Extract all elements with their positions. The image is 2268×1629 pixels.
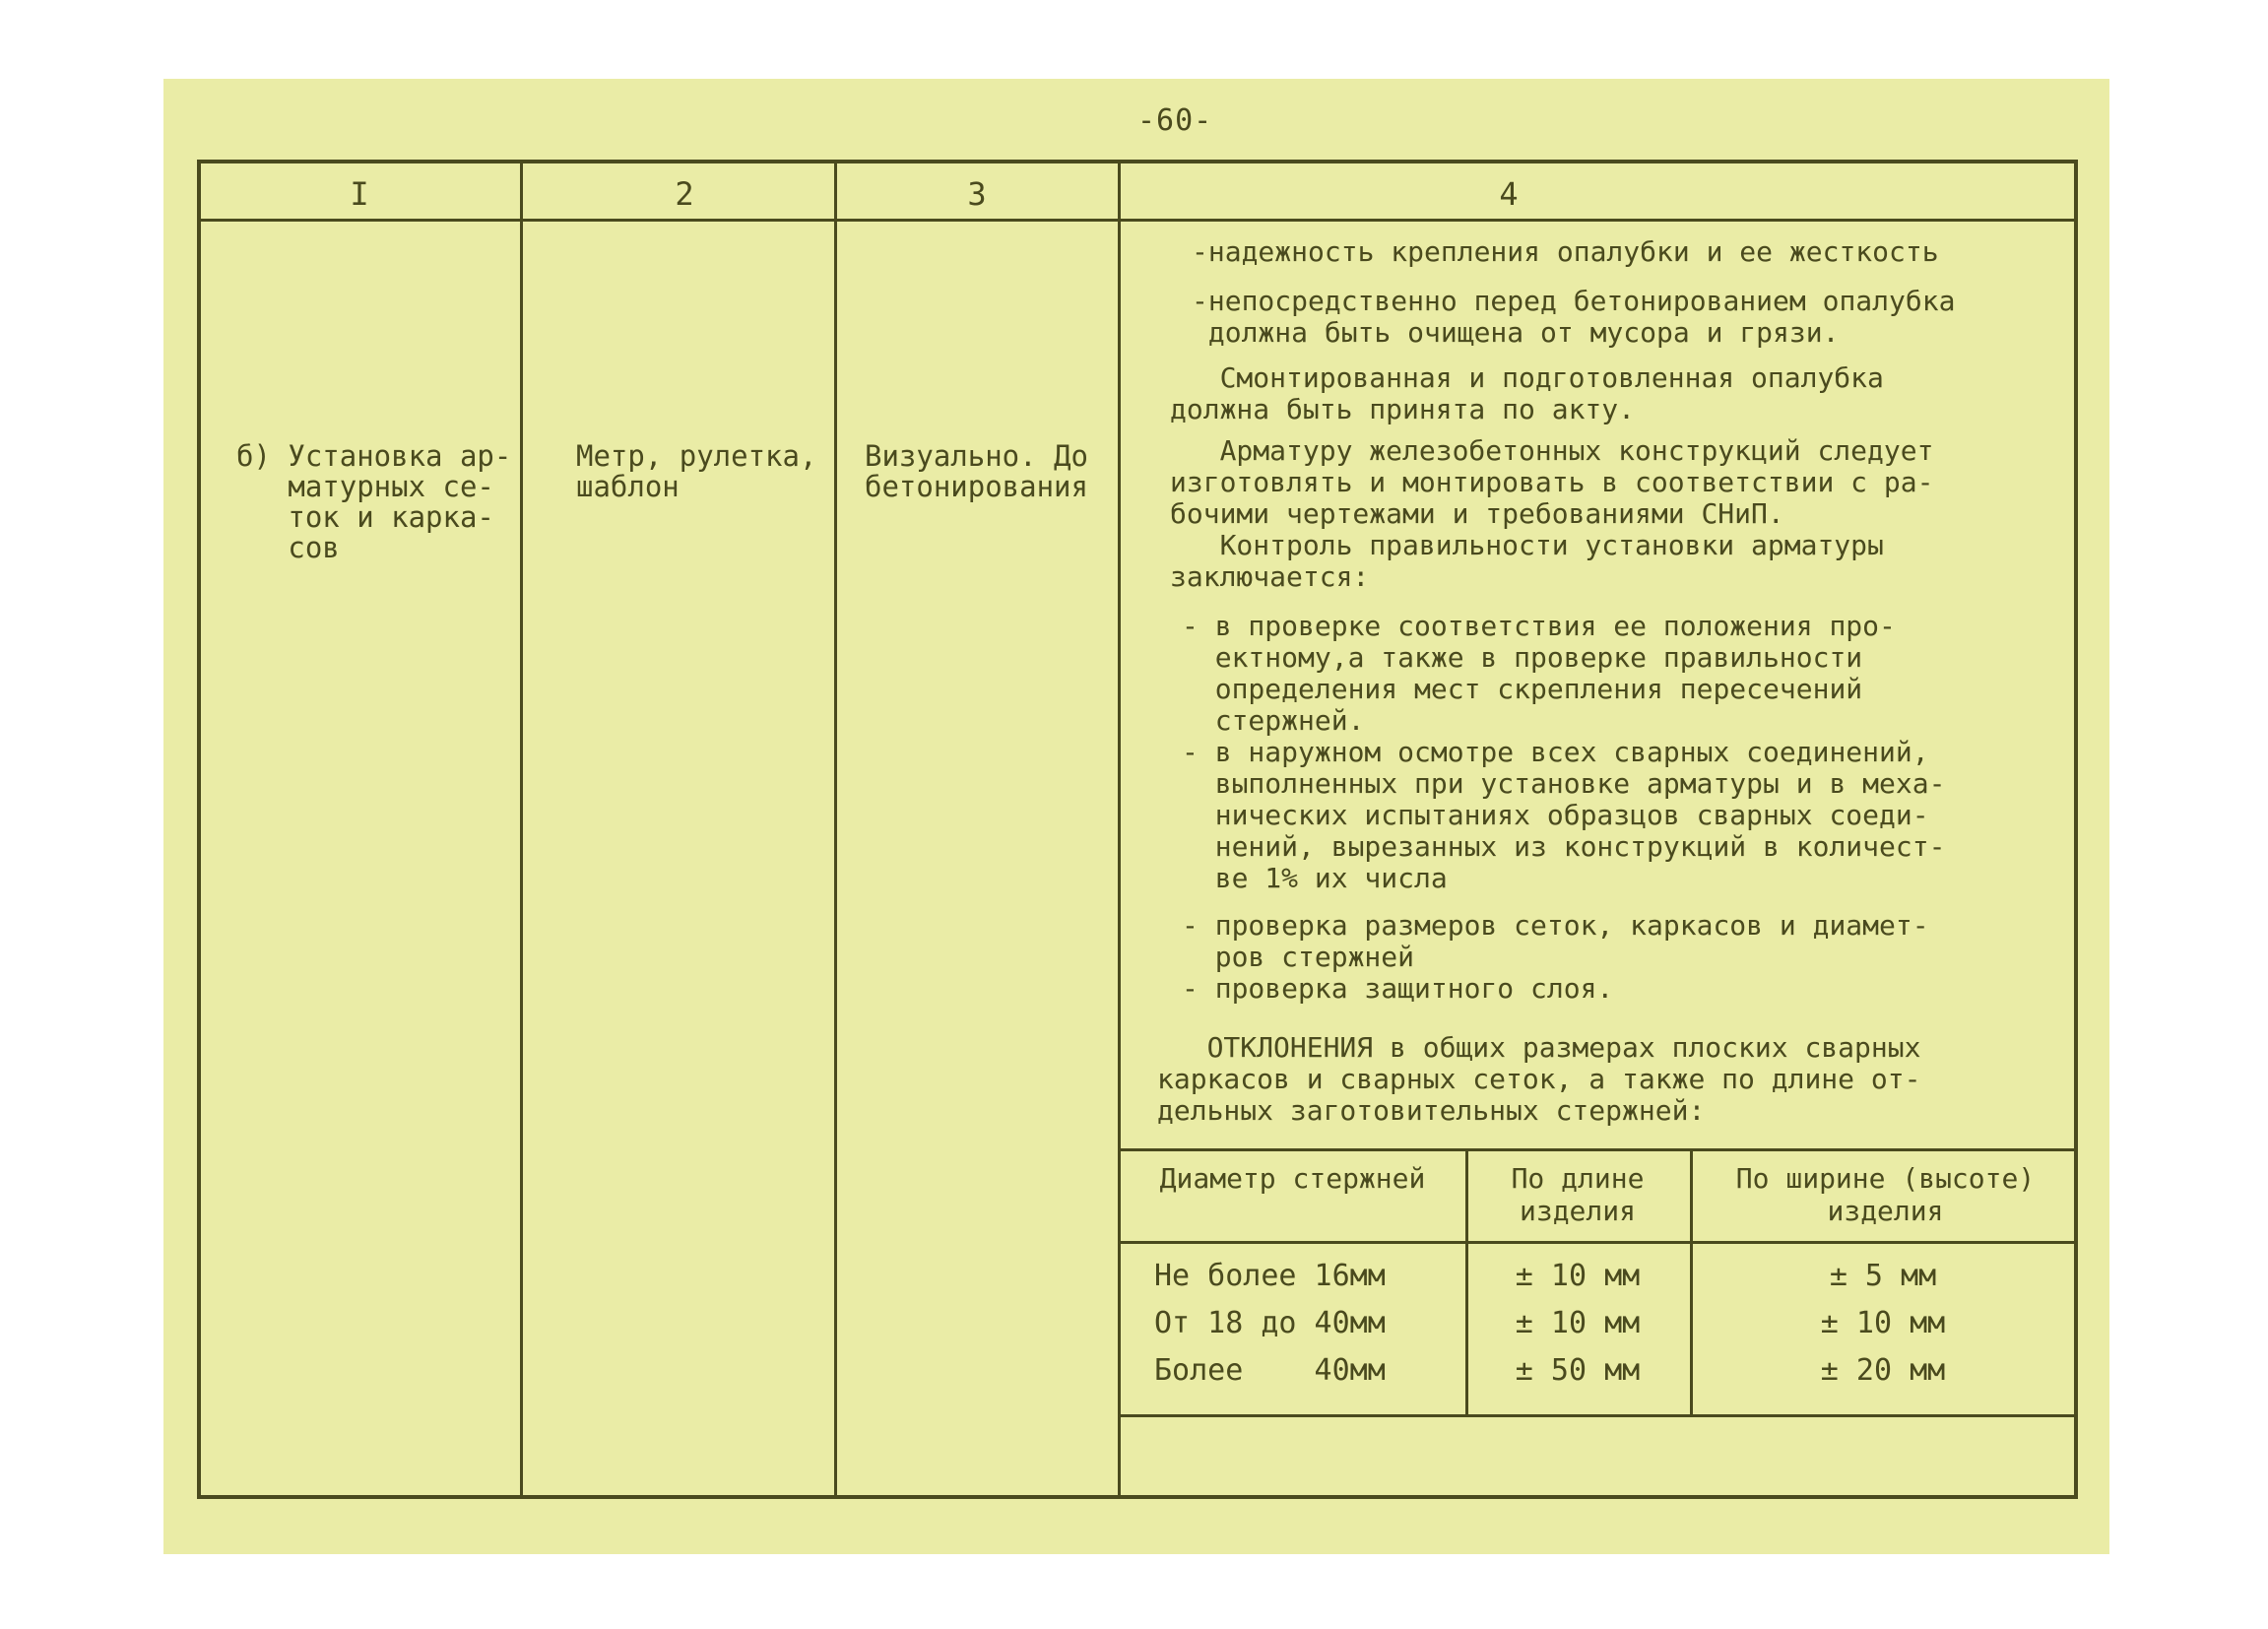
deviations-row-1-length: ± 10 мм [1515, 1259, 1641, 1293]
column-header-4: 4 [1499, 175, 1519, 213]
requirement-paragraph-2: -непосредственно перед бетонированием опалубка должна быть очищена от мусора и грязи. [1192, 285, 1956, 349]
deviations-table-bottom [1118, 1414, 2078, 1417]
requirement-paragraph-5: - в проверке соответствия ее положения про- ектному,а также в проверке правильности определения мест скрепления пересечений стержней. - в наружном осмотре всех сварных соединений, выполненных при установке арматуры и в меха- нических испытаниях образцов сварных соеди- нений, вырезанных из конструкций в количест- ве 1% их числа [1182, 610, 1946, 894]
deviations-header-width: По ширине (высоте) изделия [1735, 1162, 2036, 1227]
deviations-row-1-diameter: Не более 16мм [1154, 1259, 1386, 1293]
column-header-2: 2 [675, 175, 694, 213]
deviations-row-3-length: ± 50 мм [1515, 1353, 1641, 1388]
deviations-header-length: По длине изделия [1511, 1162, 1645, 1227]
column-header-3: 3 [967, 175, 987, 213]
header-divider [197, 219, 2078, 222]
requirement-paragraph-3: Смонтированная и подготовленная опалубка должна быть принята по акту. [1170, 361, 1884, 425]
requirement-paragraph-1: -надежность крепления опалубки и ее жесткость [1192, 235, 1939, 268]
column-divider-1 [520, 160, 523, 1499]
deviations-row-1-width: ± 5 мм [1829, 1259, 1937, 1293]
deviations-table-top [1118, 1148, 2078, 1151]
column-divider-3 [1118, 160, 1121, 1499]
work-stage-cell: б) Установка ар- матурных се- ток и карка- сов [236, 439, 512, 564]
deviations-header-divider [1118, 1241, 2078, 1244]
deviations-row-3-width: ± 20 мм [1820, 1353, 1946, 1388]
requirement-paragraph-7: ОТКЛОНЕНИЯ в общих размерах плоских сварных каркасов и сварных сеток, а также по длине от- дельных заготовительных стержней: [1157, 1031, 1921, 1127]
control-method-cell: Визуально. До бетонирования [865, 439, 1088, 503]
column-divider-2 [834, 160, 837, 1499]
deviations-column-divider-2 [1690, 1148, 1693, 1414]
tools-cell: Метр, рулетка, шаблон [576, 439, 817, 503]
requirement-paragraph-4: Арматуру железобетонных конструкций следует изготовлять и монтировать в соответствии с ра- бочими чертежами и требованиями СНиП. Контроль правильности установки арматуры заключается: [1170, 434, 1934, 593]
deviations-row-2-diameter: От 18 до 40мм [1154, 1306, 1386, 1340]
deviations-row-2-length: ± 10 мм [1515, 1306, 1641, 1340]
deviations-row-3-diameter: Более 40мм [1154, 1353, 1386, 1388]
requirement-paragraph-6: - проверка размеров сеток, каркасов и диамет- ров стержней - проверка защитного слоя. [1182, 909, 1929, 1005]
deviations-row-2-width: ± 10 мм [1820, 1306, 1946, 1340]
deviations-column-divider-1 [1465, 1148, 1468, 1414]
page-number: -60- [1137, 103, 1213, 138]
deviations-header-diameter: Диаметр стержней [1159, 1162, 1426, 1195]
column-header-1: I [350, 175, 369, 213]
